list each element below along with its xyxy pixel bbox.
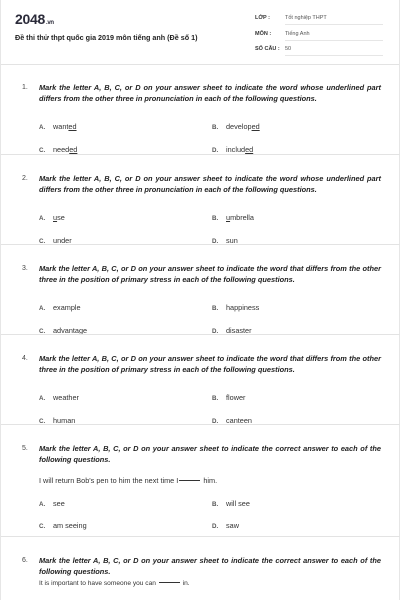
question-prompt: Mark the letter A, B, C, or D on your answer sheet to indicate the word whose underlined part differs from the other three in pronunciation in each of the following questions. bbox=[39, 83, 381, 103]
underlined-part: ed bbox=[69, 145, 78, 154]
meta-class-label: LỚP : bbox=[255, 15, 270, 21]
option-text: canteen bbox=[226, 416, 252, 425]
answer-blank bbox=[159, 582, 180, 583]
answer-option[interactable] bbox=[212, 499, 250, 508]
question-prompt: Mark the letter A, B, C, or D on your answer sheet to indicate the correct answer to each of the following questions. bbox=[39, 556, 381, 576]
option-letter: A. bbox=[39, 215, 46, 222]
option-text: nder bbox=[57, 236, 72, 245]
answer-option[interactable] bbox=[212, 213, 254, 222]
option-letter: D. bbox=[212, 147, 219, 154]
question-item bbox=[1, 334, 400, 425]
answer-option[interactable] bbox=[39, 122, 77, 131]
option-letter: A. bbox=[39, 395, 46, 402]
answer-option[interactable] bbox=[39, 499, 65, 508]
underlined-part: ed bbox=[245, 145, 254, 154]
option-letter: B. bbox=[212, 215, 219, 222]
exam-header bbox=[1, 0, 399, 65]
question-number: 2. bbox=[22, 175, 28, 182]
question-prompt: Mark the letter A, B, C, or D on your answer sheet to indicate the word whose underlined part differs from the other three in pronunciation in each of the following questions. bbox=[39, 174, 381, 194]
question-number: 1. bbox=[22, 84, 28, 91]
option-text: want bbox=[53, 122, 69, 131]
underlined-part: u bbox=[53, 213, 58, 222]
answer-blank bbox=[179, 480, 200, 481]
option-text: flower bbox=[226, 393, 246, 402]
question-number: 3. bbox=[22, 265, 28, 272]
answer-option[interactable] bbox=[39, 521, 87, 530]
option-text: n bbox=[233, 236, 238, 245]
underlined-part: ed bbox=[251, 122, 260, 131]
answer-option[interactable] bbox=[39, 303, 81, 312]
logo-text: 2048 bbox=[15, 11, 45, 27]
option-text: see bbox=[53, 499, 65, 508]
option-text: human bbox=[53, 416, 76, 425]
stem-text: in. bbox=[182, 580, 190, 587]
option-text: advantage bbox=[53, 326, 88, 335]
underlined-part: ed bbox=[68, 122, 77, 131]
option-text: includ bbox=[226, 145, 246, 154]
answer-option[interactable] bbox=[39, 393, 79, 402]
meta-subject-value: Tiếng Anh bbox=[285, 31, 383, 41]
meta-class-value: Tốt nghiệp THPT bbox=[285, 15, 383, 25]
question-prompt: Mark the letter A, B, C, or D on your answer sheet to indicate the word that differs from the other three in the position of primary stress in each of the following questions. bbox=[39, 354, 381, 374]
option-text: s bbox=[226, 236, 230, 245]
option-letter: C. bbox=[39, 147, 46, 154]
question-prompt: Mark the letter A, B, C, or D on your answer sheet to indicate the correct answer to each of the following questions. bbox=[39, 444, 381, 464]
option-letter: A. bbox=[39, 305, 46, 312]
site-logo[interactable] bbox=[15, 11, 54, 27]
option-text: saw bbox=[226, 521, 239, 530]
option-letter: C. bbox=[39, 418, 46, 425]
question-stem bbox=[39, 580, 190, 587]
option-text: will see bbox=[226, 499, 250, 508]
question-prompt: Mark the letter A, B, C, or D on your answer sheet to indicate the word that differs from the other three in the position of primary stress in each of the following questions. bbox=[39, 264, 381, 284]
option-text: weather bbox=[53, 393, 79, 402]
underlined-part: u bbox=[229, 236, 234, 245]
meta-subject-label: MÔN : bbox=[255, 31, 272, 37]
answer-option[interactable] bbox=[39, 213, 65, 222]
option-text: example bbox=[53, 303, 81, 312]
question-item bbox=[1, 424, 400, 537]
question-item bbox=[1, 244, 400, 335]
question-item bbox=[1, 154, 400, 245]
question-stem bbox=[39, 476, 217, 485]
underlined-part: u bbox=[53, 236, 58, 245]
option-text: happiness bbox=[226, 303, 260, 312]
option-text: develop bbox=[226, 122, 252, 131]
question-item bbox=[1, 536, 400, 601]
stem-text: It is important to have someone you can bbox=[39, 580, 156, 587]
logo-suffix: .vn bbox=[45, 20, 54, 26]
option-text: se bbox=[57, 213, 65, 222]
option-letter: D. bbox=[212, 328, 219, 335]
option-letter: B. bbox=[212, 305, 219, 312]
exam-title: Đề thi thử thpt quốc gia 2019 môn tiếng anh (Đề số 1) bbox=[15, 33, 198, 42]
stem-text: I will return Bob's pen to him the next time I bbox=[39, 476, 179, 485]
meta-count-label: SỐ CÂU : bbox=[255, 46, 280, 52]
option-letter: A. bbox=[39, 124, 46, 131]
option-letter: A. bbox=[39, 501, 46, 508]
option-letter: B. bbox=[212, 501, 219, 508]
option-letter: C. bbox=[39, 523, 46, 530]
option-letter: B. bbox=[212, 124, 219, 131]
option-letter: B. bbox=[212, 395, 219, 402]
answer-option[interactable] bbox=[212, 521, 239, 530]
option-text: mbrella bbox=[230, 213, 254, 222]
question-number: 5. bbox=[22, 445, 28, 452]
answer-option[interactable] bbox=[212, 393, 245, 402]
option-letter: C. bbox=[39, 328, 46, 335]
option-letter: D. bbox=[212, 523, 219, 530]
underlined-part: u bbox=[226, 213, 231, 222]
stem-text: him. bbox=[203, 476, 218, 485]
option-text: am seeing bbox=[53, 521, 87, 530]
answer-option[interactable] bbox=[39, 145, 77, 154]
question-number: 4. bbox=[22, 355, 28, 362]
answer-option[interactable] bbox=[212, 145, 253, 154]
answer-option[interactable] bbox=[212, 303, 259, 312]
option-text: need bbox=[53, 145, 70, 154]
option-text: disaster bbox=[226, 326, 252, 335]
answer-option[interactable] bbox=[212, 122, 260, 131]
question-number: 6. bbox=[22, 557, 28, 564]
question-item bbox=[1, 64, 400, 154]
meta-count-value: 50 bbox=[285, 46, 383, 56]
option-letter: D. bbox=[212, 418, 219, 425]
option-letter: C. bbox=[39, 238, 46, 245]
option-letter: D. bbox=[212, 238, 219, 245]
